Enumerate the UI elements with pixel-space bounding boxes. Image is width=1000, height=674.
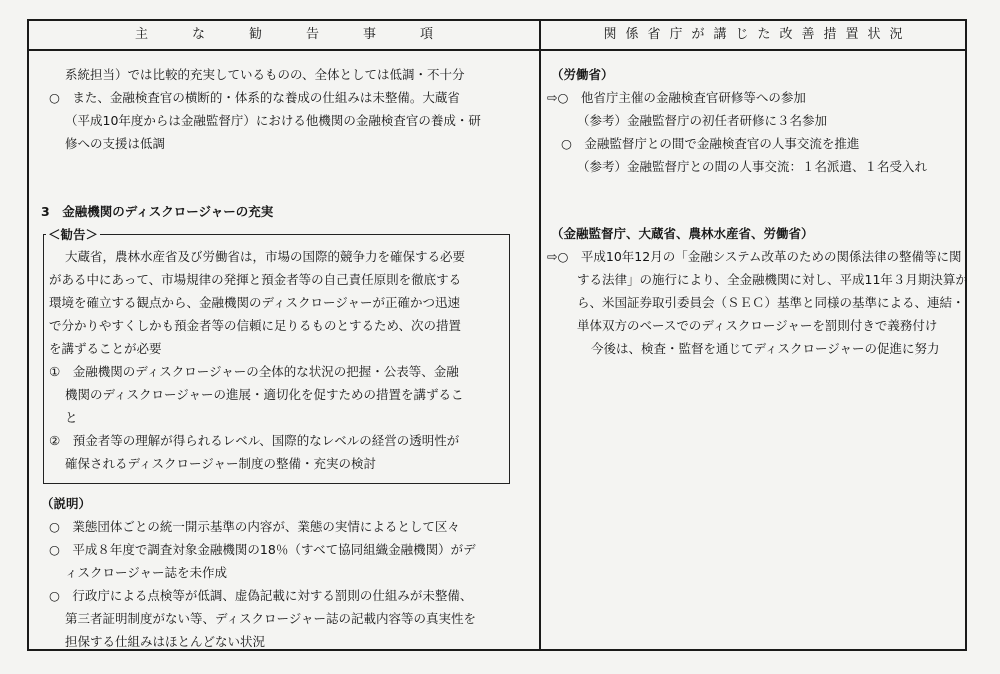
recommendation-line: 機関のディスクロージャーの進展・適切化を促すための措置を講ずるこ xyxy=(65,387,464,402)
recommendation-line: がある中にあって、市場規律の発揮と預金者等の自己責任原則を徹底する xyxy=(49,272,462,287)
measure-line: （参考）金融監督庁との間の人事交流：１名派遣、１名受入れ xyxy=(577,159,928,174)
section-title: 3 金融機関のディスクロージャーの充実 xyxy=(41,204,274,219)
explanation-label: （説明） xyxy=(41,496,92,511)
explanation-line: ○ 業態団体ごとの統一開示基準の内容が、業態の実情によるとして区々 xyxy=(49,519,460,534)
left-text-line: 系統担当）では比較的充実しているものの、全体としては低調・不十分 xyxy=(65,67,465,82)
measure-line: 今後は、検査・監督を通じてディスクロージャーの促進に努力 xyxy=(591,341,940,356)
explanation-line: ○ 平成８年度で調査対象金融機関の18％（すべて協同組織金融機関）がデ xyxy=(49,542,476,557)
measure-line: ⇨○ 平成10年12月の「金融システム改革のための関係法律の整備等に関 xyxy=(547,249,962,264)
left-text-line: 修への支援は低調 xyxy=(65,136,166,151)
column-divider xyxy=(539,21,541,649)
recommendation-label: ＜勧告＞ xyxy=(48,227,99,242)
recommendation-line: 確保されるディスクロージャー制度の整備・充実の検討 xyxy=(65,456,377,471)
left-text-line: （平成10年度からは金融監督庁）における他機関の金融検査官の養成・研 xyxy=(65,113,481,128)
left-text-line: ○ また、金融検査官の横断的・体系的な養成の仕組みは未整備。大蔵省 xyxy=(49,90,460,105)
explanation-line: 担保する仕組みはほとんどない状況 xyxy=(65,634,266,649)
left-column-header: 主な勧告事項 xyxy=(29,21,539,51)
measure-line: （参考）金融監督庁の初任者研修に３名参加 xyxy=(577,113,828,128)
recommendation-line: を講ずることが必要 xyxy=(49,341,162,356)
recommendation-line: と xyxy=(65,410,78,425)
recommendation-line: ② 預金者等の理解が得られるレベル、国際的なレベルの経営の透明性が xyxy=(49,433,460,448)
recommendation-line: 大蔵省，農林水産省及び労働省は，市場の国際的競争力を確保する必要 xyxy=(65,249,466,264)
measure-line: する法律」の施行により、全金融機関に対し、平成11年３月期決算か xyxy=(577,272,968,287)
recommendation-line: で分かりやすくしかも預金者等の信頼に足りるものとするため、次の措置 xyxy=(49,318,462,333)
explanation-line: 第三者証明制度がない等、ディスクロージャー誌の記載内容等の真実性を xyxy=(65,611,477,626)
ministry-heading: （金融監督庁、大蔵省、農林水産省、労働省） xyxy=(551,226,814,241)
right-column-header: 関係省庁が講じた改善措置状況 xyxy=(541,21,965,51)
table-frame xyxy=(27,19,967,651)
measure-line: ○ 金融監督庁との間で金融検査官の人事交流を推進 xyxy=(561,136,860,151)
explanation-line: ○ 行政庁による点検等が低調、虚偽記載に対する罰則の仕組みが未整備、 xyxy=(49,588,473,603)
explanation-line: ィスクロージャー誌を未作成 xyxy=(65,565,228,580)
measure-line: ⇨○ 他省庁主催の金融検査官研修等への参加 xyxy=(547,90,806,105)
recommendation-line: ① 金融機関のディスクロージャーの全体的な状況の把握・公表等、金融 xyxy=(49,364,459,379)
measure-line: ら、米国証券取引委員会（ＳＥＣ）基準と同様の基準による、連結・ xyxy=(577,295,965,310)
ministry-heading: （労働省） xyxy=(551,67,614,82)
measure-line: 単体双方のベースでのディスクロージャーを罰則付きで義務付け xyxy=(577,318,938,333)
recommendation-line: 環境を確立する観点から、金融機関のディスクロージャーが正確かつ迅速 xyxy=(49,295,461,310)
